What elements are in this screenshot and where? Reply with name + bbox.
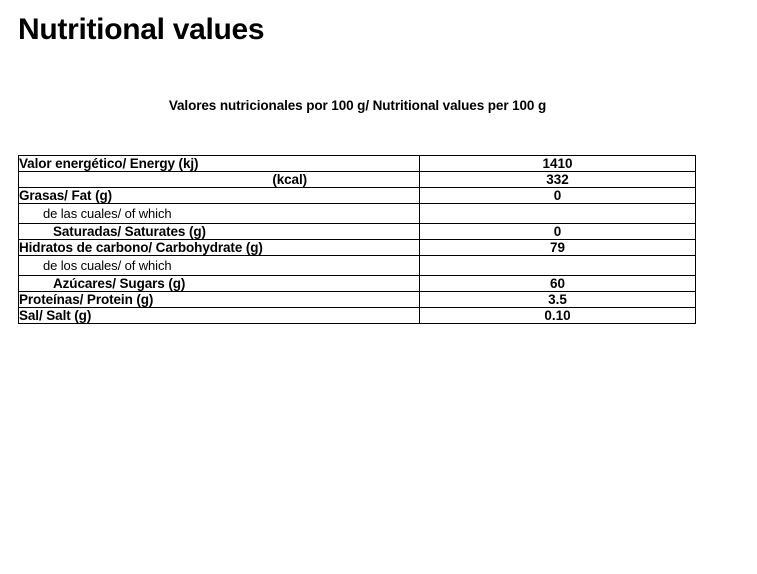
row-label: Grasas/ Fat (g) <box>19 188 420 204</box>
table-row <box>19 240 696 256</box>
row-value: 0 <box>420 188 696 204</box>
row-value: 0 <box>420 224 696 240</box>
row-value: 332 <box>420 172 696 188</box>
table-caption: Valores nutricionales por 100 g/ Nutritional values per 100 g <box>168 98 547 113</box>
row-value <box>420 204 696 224</box>
page-title: Nutritional values <box>18 13 265 46</box>
row-label: de los cuales/ of which <box>19 256 420 276</box>
row-label: de las cuales/ of which <box>19 204 420 224</box>
row-label: Valor energético/ Energy (kj) <box>19 156 420 172</box>
row-label: (kcal) <box>19 172 420 188</box>
nutrition-table <box>18 155 696 324</box>
table-row <box>19 292 696 308</box>
row-label: Proteínas/ Protein (g) <box>19 292 420 308</box>
row-value: 3.5 <box>420 292 696 308</box>
table-row <box>19 224 696 240</box>
table-row <box>19 256 696 276</box>
table-row <box>19 308 696 324</box>
table-row <box>19 172 696 188</box>
nutrition-table-container <box>18 155 696 324</box>
row-value: 0.10 <box>420 308 696 324</box>
row-label: Sal/ Salt (g) <box>19 308 420 324</box>
row-value: 1410 <box>420 156 696 172</box>
row-value <box>420 256 696 276</box>
row-value: 60 <box>420 276 696 292</box>
table-row <box>19 204 696 224</box>
row-label: Azúcares/ Sugars (g) <box>19 276 420 292</box>
table-row <box>19 156 696 172</box>
row-label: Saturadas/ Saturates (g) <box>19 224 420 240</box>
table-row <box>19 188 696 204</box>
table-row <box>19 276 696 292</box>
row-label: Hidratos de carbono/ Carbohydrate (g) <box>19 240 420 256</box>
row-value: 79 <box>420 240 696 256</box>
